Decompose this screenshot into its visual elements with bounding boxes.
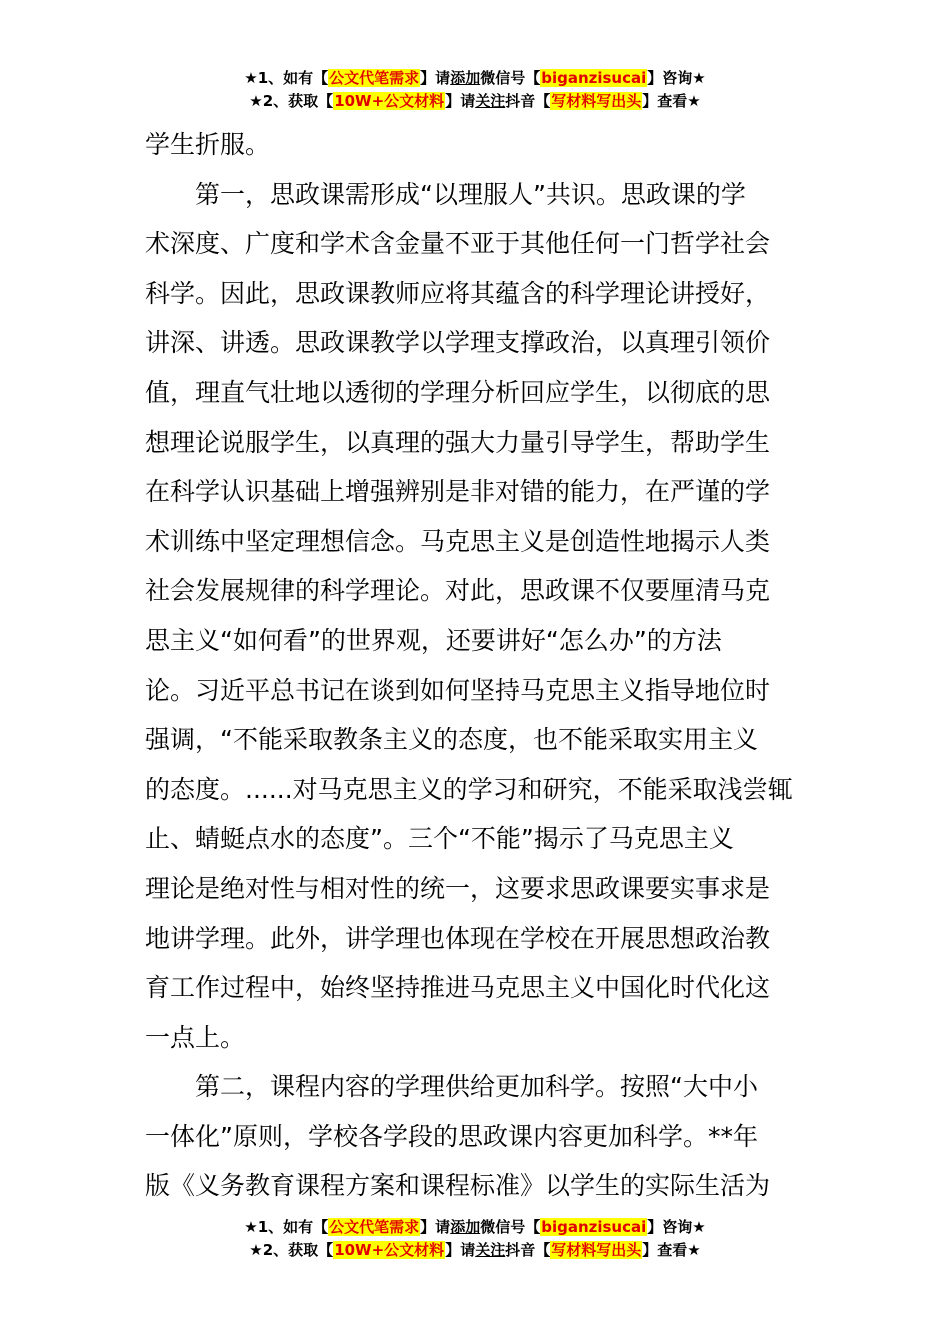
banner-text: ★2、获取【 xyxy=(249,92,334,110)
banner-underlined-text: 添加 xyxy=(450,1218,481,1236)
banner-text: 微信号【 xyxy=(480,1218,541,1236)
body-line: 一体化”原则，学校各学段的思政课内容更加科学。**年 xyxy=(145,1121,758,1151)
body-line: 的态度。......对马克思主义的学习和研究，不能采取浅尝辄 xyxy=(145,774,793,804)
banner-text: 】咨询★ xyxy=(647,69,706,87)
banner-line-1 xyxy=(0,1217,950,1240)
body-line: 理论是绝对性与相对性的统一，这要求思政课要实事求是 xyxy=(145,873,771,903)
banner-text: ★1、如有【 xyxy=(244,1218,329,1236)
banner-text: ★1、如有【 xyxy=(244,69,329,87)
body-line: 版《义务教育课程方案和课程标准》以学生的实际生活为 xyxy=(145,1171,771,1201)
banner-highlight: 10W+公文材料 xyxy=(334,92,445,110)
footer-banner xyxy=(0,1217,950,1263)
banner-highlight: 公文代笔需求 xyxy=(329,1218,420,1236)
banner-underlined-text: 添加 xyxy=(450,69,481,87)
banner-highlight: biganzisucai xyxy=(541,1218,647,1236)
body-line: 思主义“如何看”的世界观，还要讲好“怎么办”的方法 xyxy=(145,625,722,655)
body-line: 值，理直气壮地以透彻的学理分析回应学生，以彻底的思 xyxy=(145,377,771,407)
banner-highlight: biganzisucai xyxy=(541,69,647,87)
banner-underlined-text: 关注 xyxy=(475,92,506,110)
banner-highlight: 写材料写出头 xyxy=(551,92,642,110)
banner-text: 抖音【 xyxy=(505,1241,551,1259)
body-line: 学生折服。 xyxy=(145,130,271,159)
body-line: 第二，课程内容的学理供给更加科学。按照“大中小 xyxy=(195,1072,758,1102)
body-line: 术训练中坚定理想信念。马克思主义是创造性地揭示人类 xyxy=(145,526,771,556)
document-body xyxy=(145,120,809,1211)
body-line: 地讲学理。此外，讲学理也体现在学校在开展思想政治教 xyxy=(145,923,771,953)
body-line: 科学。因此，思政课教师应将其蕴含的科学理论讲授好， xyxy=(145,278,771,308)
body-line: 育工作过程中，始终坚持推进马克思主义中国化时代化这 xyxy=(145,973,771,1003)
body-line: 在科学认识基础上增强辨别是非对错的能力，在严谨的学 xyxy=(145,477,771,507)
banner-highlight: 10W+公文材料 xyxy=(334,1241,445,1259)
body-line: 想理论说服学生，以真理的强大力量引导学生，帮助学生 xyxy=(145,427,771,457)
banner-text: ★2、获取【 xyxy=(249,1241,334,1259)
body-line: 社会发展规律的科学理论。对此，思政课不仅要厘清马克 xyxy=(145,576,771,606)
banner-highlight: 写材料写出头 xyxy=(551,1241,642,1259)
body-line: 论。习近平总书记在谈到如何坚持马克思主义指导地位时 xyxy=(145,675,771,705)
banner-line-2 xyxy=(0,91,950,114)
banner-text: 抖音【 xyxy=(505,92,551,110)
banner-text: 】查看★ xyxy=(642,92,701,110)
header-banner xyxy=(0,68,950,114)
banner-highlight: 公文代笔需求 xyxy=(329,69,420,87)
body-line: 第一，思政课需形成“以理服人”共识。思政课的学 xyxy=(195,179,746,209)
body-line: 术深度、广度和学术含金量不亚于其他任何一门哲学社会 xyxy=(145,229,771,259)
banner-text: 微信号【 xyxy=(480,69,541,87)
body-line: 一点上。 xyxy=(145,1022,246,1052)
body-line: 讲深、讲透。思政课教学以学理支撑政治，以真理引领价 xyxy=(145,328,771,358)
banner-text: 】请 xyxy=(445,1241,476,1259)
banner-text: 】查看★ xyxy=(642,1241,701,1259)
banner-text: 】请 xyxy=(420,1218,451,1236)
body-line: 强调，“不能采取教条主义的态度，也不能采取实用主义 xyxy=(145,725,758,755)
banner-line-2 xyxy=(0,1240,950,1263)
body-line: 止、蜻蜓点水的态度”。三个“不能”揭示了马克思主义 xyxy=(145,824,734,854)
banner-underlined-text: 关注 xyxy=(475,1241,506,1259)
banner-text: 】请 xyxy=(420,69,451,87)
banner-line-1 xyxy=(0,68,950,91)
banner-text: 】请 xyxy=(445,92,476,110)
banner-text: 】咨询★ xyxy=(647,1218,706,1236)
